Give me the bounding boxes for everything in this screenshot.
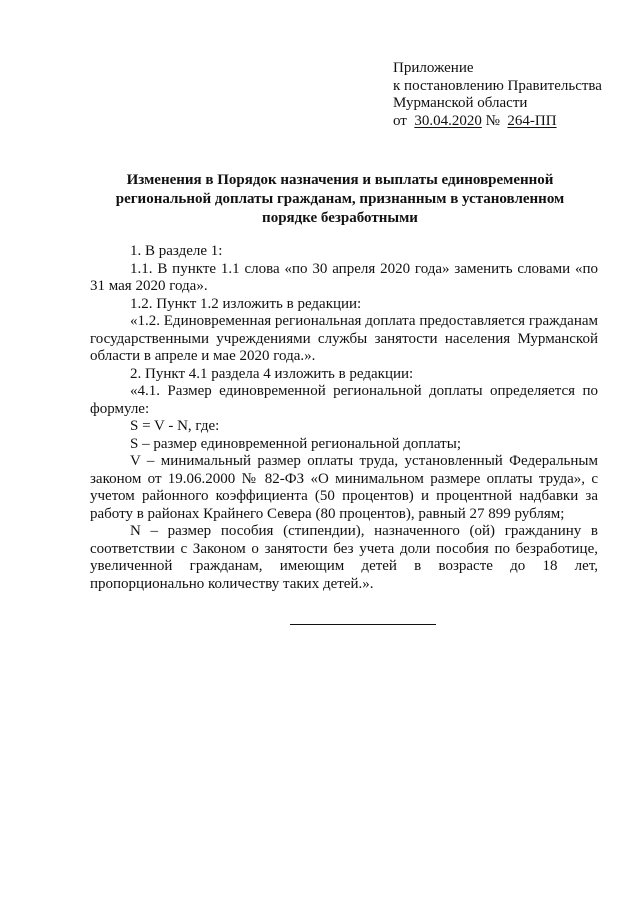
paragraph-4-1-text: «4.1. Размер единовременной региональной доплаты определяется по формуле: — [90, 383, 598, 417]
resolution-date: 30.04.2020 — [414, 112, 482, 129]
appendix-label: Приложение — [393, 60, 474, 76]
formula: S = V - N, где: — [130, 418, 220, 434]
definition-n: N – размер пособия (стипендии), назначенного (ой) гражданину в соответствии с Законом о занятости без учета доли пособия по безработице, увеличенной гражданам, имеющим детей в возрасте до 18 лет, пропорционально количеству таких детей.». — [90, 523, 598, 592]
title-line-2: региональной доплаты гражданам, признанным в установленном — [115, 191, 565, 207]
paragraph-1: 1. В разделе 1: — [130, 243, 223, 259]
resolution-reference: к постановлению Правительства — [393, 77, 602, 94]
definition-v: V – минимальный размер оплаты труда, установленный Федеральным законом от 19.06.2000 № 82-ФЗ «О минимальном размере оплаты труда», с учетом районного коэффициента (50 процентов) и процентной надбавки за работу в районах Крайнего Севера (80 процентов), равный 27 899 рублям; — [90, 453, 598, 522]
paragraph-1-1: 1.1. В пункте 1.1 слова «по 30 апреля 2020 года» заменить словами «по 31 мая 2020 года». — [90, 260, 598, 294]
paragraph-1-2: 1.2. Пункт 1.2 изложить в редакции: — [130, 295, 362, 312]
document-body — [90, 243, 598, 593]
title-line-1: Изменения в Порядок назначения и выплаты единовременной — [126, 172, 554, 188]
number-sign: № — [485, 112, 500, 129]
appendix-header — [393, 60, 633, 130]
document-title — [80, 171, 600, 228]
definition-s: S – размер единовременной региональной доплаты; — [130, 435, 461, 452]
resolution-number: 264-ПП — [507, 112, 557, 129]
paragraph-2: 2. Пункт 4.1 раздела 4 изложить в редакции: — [130, 365, 414, 382]
region-name: Мурманской области — [393, 95, 528, 111]
closing-separator-line — [290, 624, 436, 625]
paragraph-1-2-text: «1.2. Единовременная региональная доплата предоставляется гражданам государственными учреждениями службы занятости населения Мурманской области в апреле и мае 2020 года.». — [90, 313, 598, 364]
resolution-date-number — [393, 113, 633, 131]
date-prefix: от — [393, 112, 407, 129]
title-line-3: порядке безработными — [262, 210, 418, 226]
